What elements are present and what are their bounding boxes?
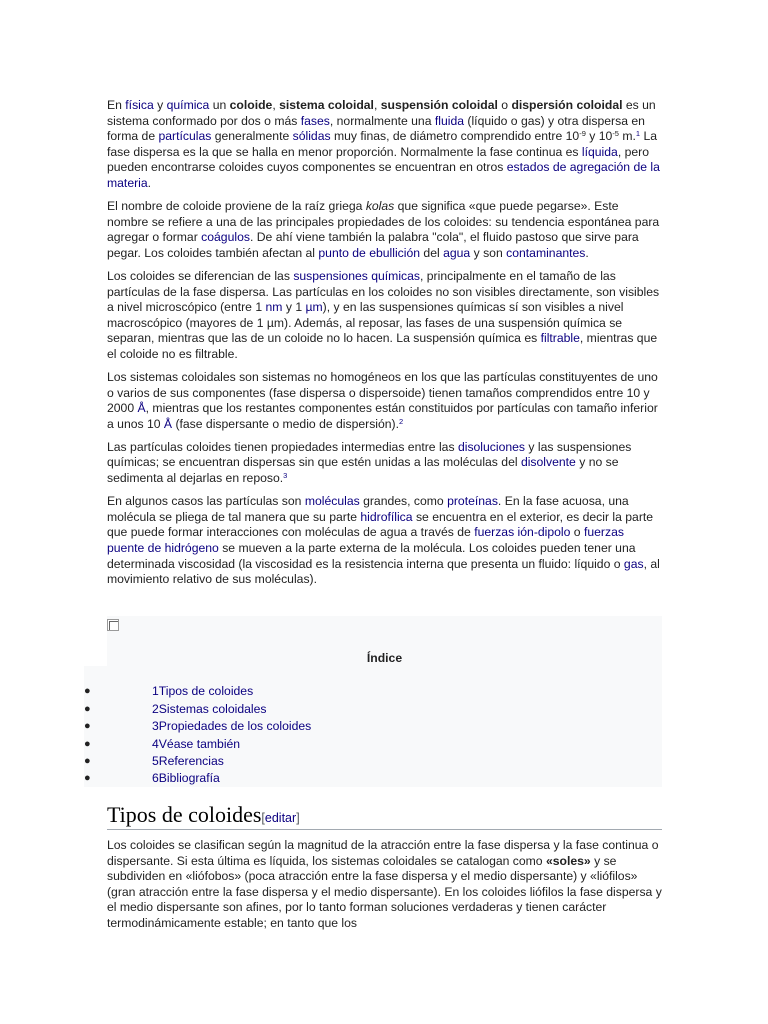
text: . [147, 175, 152, 190]
toc-label: Bibliografía [158, 771, 220, 785]
text: y no se sedimenta al dejarlas en reposo. [107, 455, 619, 486]
edit-bracket: ] [296, 811, 300, 825]
paragraph-2 [107, 199, 662, 261]
italic-kolas: kolas [365, 199, 395, 214]
text: , pero pueden encontrarse coloides cuyos componentes se encuentran en otros [107, 144, 649, 175]
link-disolvente[interactable]: disolvente [520, 455, 576, 470]
text: y se subdividen en «liófobos» (poca atracción entre la fase dispersa y el medio dispersante) y «liófilos» (gran atracción entre la fase dispersa y el medio dispersante). En los coloides liófilos la fase dispersa y el medio dispersante son afines, por lo tanto forman soluciones verdaderas y tienen carácter termodinámicamente estable; en tanto que los [107, 853, 662, 930]
link-angstrom[interactable]: Å [163, 416, 173, 431]
text: , normalmente una [329, 113, 435, 128]
toc-title: Índice [366, 651, 403, 665]
link-fluida[interactable]: fluida [434, 113, 465, 128]
bullet-icon: ● [84, 772, 91, 784]
toc-item-6[interactable] [0, 770, 400, 787]
link-hidrofilica[interactable]: hidrofílica [360, 509, 413, 524]
bold-suspension-coloidal: suspensión coloidal [380, 98, 498, 112]
paragraph-3 [107, 269, 662, 363]
reference-1[interactable]: 1 [635, 129, 641, 139]
text: (fase dispersante o medio de dispersión). [172, 416, 400, 431]
link-estados-agregacion[interactable]: estados de agregación de la materia [107, 160, 660, 190]
text: y [153, 98, 167, 112]
text: , mientras que los restantes componentes están constituidos por partículas con tamaño inferior a unos 10 [107, 401, 658, 431]
reference-3[interactable]: 3 [283, 471, 288, 481]
text: Los sistemas coloidales son sistemas no homogéneos en los que las partículas constituyentes de uno o varios de sus componentes (fase dispersa o dispersoide) tienen tamaños comprendidos entre 10 y 2000 [107, 370, 658, 416]
paragraph-6 [107, 494, 662, 588]
link-fuerzas-ion-dipolo[interactable]: fuerzas ión-dipolo [474, 525, 571, 540]
link-contaminantes[interactable]: contaminantes [506, 245, 586, 260]
text: y 1 [282, 300, 306, 315]
text: ), y en las suspensiones químicas sí son visibles a nivel macroscópico (mayores de 1 µm). Además, al reposar, las fases de una suspensión química se separan, mientras que las de un coloide no lo hacen. La suspensión química es [107, 300, 624, 346]
link-quimica[interactable]: química [166, 98, 210, 112]
bullet-icon: ● [84, 720, 91, 732]
toc-label: Tipos de coloides [158, 684, 254, 698]
text: , al movimiento relativo de sus moléculas). [107, 556, 660, 587]
toc-number: 5 [152, 754, 159, 768]
link-nm[interactable]: nm [265, 300, 283, 315]
toc-item-2[interactable] [0, 701, 400, 718]
bullet-icon: ● [84, 702, 91, 715]
bold-sistema-coloidal: sistema coloidal [279, 98, 374, 112]
text: . [585, 245, 589, 260]
edit-bracket: [ [261, 811, 265, 825]
toc-number: 4 [152, 736, 159, 751]
toc-item-3[interactable] [0, 718, 400, 735]
section-heading [107, 800, 662, 830]
text: y 10 [585, 129, 613, 144]
bold-coloide: coloide [229, 98, 273, 112]
toc-number: 2 [152, 701, 159, 716]
text: (líquido o gas) y otra dispersa en forma de [107, 113, 645, 144]
toc-toggle-checkbox[interactable] [107, 619, 119, 631]
text: o [570, 525, 584, 540]
toc-item-4[interactable] [0, 736, 400, 753]
text: del [420, 245, 444, 260]
link-agua[interactable]: agua [443, 245, 471, 260]
toc-link[interactable] [152, 753, 224, 770]
link-gas[interactable]: gas [623, 556, 644, 571]
link-angstrom[interactable]: Å [137, 401, 146, 416]
toc-link[interactable] [152, 736, 240, 753]
link-fuerzas-puente-hidrogeno[interactable]: fuerzas puente de hidrógeno [107, 525, 624, 555]
toc-label: Sistemas coloidales [158, 701, 267, 716]
toc-label: Referencias [158, 754, 224, 768]
link-punto-ebullicion[interactable]: punto de ebullición [318, 245, 421, 260]
toc-item-5[interactable] [0, 753, 400, 770]
link-particulas[interactable]: partículas [158, 129, 212, 144]
toc-number: 3 [152, 719, 159, 733]
toc-label: Propiedades de los coloides [158, 719, 312, 733]
toc-label: Véase también [158, 736, 241, 751]
text: . En la fase acuosa, una molécula se pliega de tal manera que su parte [107, 494, 629, 524]
link-liquida[interactable]: líquida [581, 144, 618, 159]
text: se mueven a la parte externa de la molécula. Los coloides pueden tener una determinada viscosidad (la viscosidad es la resistencia interna que presenta un fluido: líquido o [107, 540, 636, 571]
link-fases[interactable]: fases [300, 113, 330, 128]
section-paragraph [107, 838, 662, 932]
bullet-icon: ● [84, 755, 91, 767]
link-coagulos[interactable]: coágulos [201, 230, 250, 245]
text: que significa «que puede pegarse». Este nombre se refiere a una de las principales propiedades de los coloides: su tendencia espontánea para agregar o formar [107, 199, 660, 245]
link-suspensiones-quimicas[interactable]: suspensiones químicas [293, 268, 420, 283]
exponent: -9 [579, 129, 586, 139]
exponent: -5 [612, 129, 619, 139]
text: un [209, 98, 230, 112]
text: , principalmente en el tamaño de las partículas de la fase dispersa. Las partículas en los coloides no son visibles directamente, son visibles a nivel microscópico (entre 1 [107, 268, 660, 315]
toc-link[interactable] [152, 770, 220, 787]
link-filtrable[interactable]: filtrable [540, 331, 580, 346]
paragraph-1 [107, 98, 662, 192]
link-disoluciones[interactable]: disoluciones [457, 439, 526, 454]
text: m. [618, 129, 636, 144]
link-proteinas[interactable]: proteínas [447, 494, 498, 509]
text: El nombre de coloide proviene de la raíz griega [107, 199, 366, 214]
text: muy finas, de diámetro comprendido entre 10 [330, 129, 580, 144]
reference-2[interactable]: 2 [399, 416, 404, 426]
text: , mientras que el coloide no es filtrable. [107, 331, 658, 361]
section-title: Tipos de coloides [107, 802, 262, 827]
text: y las suspensiones químicas; se encuentran dispersas sin que estén unidas a las moléculas del [107, 439, 632, 470]
link-solidas[interactable]: sólidas [292, 129, 331, 144]
text: Los coloides se diferencian de las [107, 268, 294, 283]
toc-link[interactable] [152, 701, 267, 718]
text: se encuentra en el exterior, es decir la parte que puede formar interacciones con moléculas de agua a través de [107, 509, 654, 540]
text: o [497, 98, 512, 112]
link-fisica[interactable]: física [125, 98, 154, 112]
toc-item-1[interactable] [0, 683, 400, 700]
article-intro [107, 98, 662, 595]
text: En algunos casos las partículas son [107, 494, 305, 509]
bold-soles: «soles» [545, 853, 591, 868]
text: grandes, como [359, 494, 448, 509]
edit-section-link[interactable]: editar [264, 811, 297, 825]
toc-number: 1 [152, 684, 159, 698]
text: , [373, 98, 381, 112]
text: La fase dispersa es la que se halla en menor proporción. Normalmente la fase continua es [107, 129, 658, 159]
paragraph-5 [107, 440, 662, 487]
link-um[interactable]: µm [305, 300, 323, 315]
toc-link[interactable] [152, 718, 311, 735]
text: es un sistema conformado por dos o más [107, 98, 656, 128]
text: Las partículas coloides tienen propiedades intermedias entre las [107, 439, 458, 454]
text: generalmente [211, 129, 293, 144]
text: , [272, 98, 280, 112]
link-moleculas[interactable]: moléculas [304, 494, 360, 509]
text: Los coloides se clasifican según la magnitud de la atracción entre la fase dispersa y la fase continua o dispersante. Si esta última es líquida, los sistemas coloidales se catalogan como [107, 838, 659, 868]
bold-dispersion-coloidal: dispersión coloidal [511, 98, 623, 112]
text: . De ahí viene también la palabra "cola", el fluido pastoso que sirve para pegar. Los coloides también afectan al [107, 230, 639, 260]
bullet-icon: ● [84, 685, 91, 697]
text: y son [470, 245, 507, 260]
toc-link[interactable] [152, 683, 253, 700]
toc-number: 6 [152, 771, 159, 785]
text: En [107, 98, 126, 112]
paragraph-4 [107, 370, 662, 432]
bullet-icon: ● [84, 737, 91, 750]
